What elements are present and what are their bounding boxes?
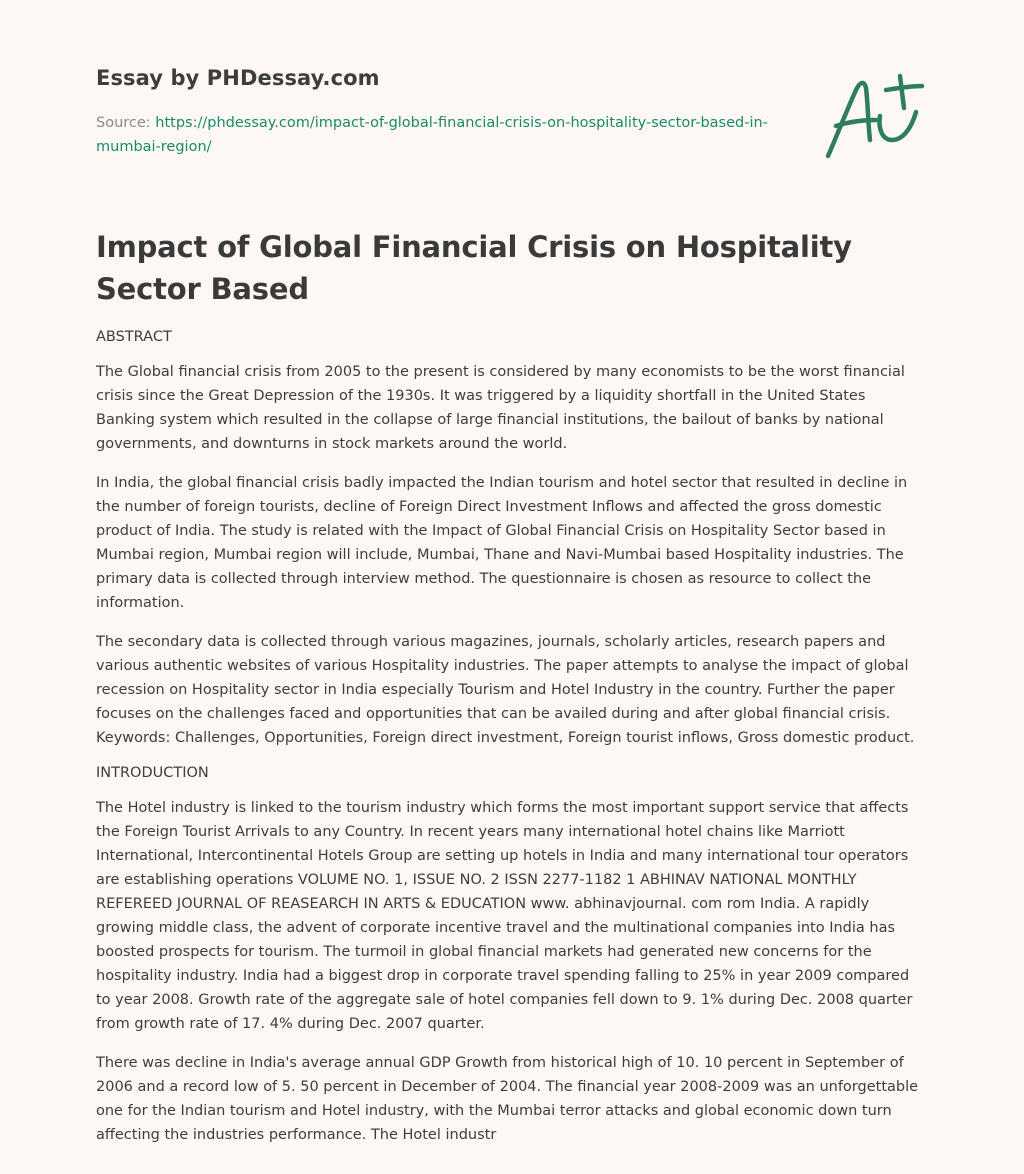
article-body [96,325,928,1162]
paragraph: The Hotel industry is linked to the tourism industry which forms the most important support service that affects the Foreign Tourist Arrivals to any Country. In recent years many international hotel chains like Marriott International, Intercontinental Hotels Group are setting up hotels in India and many international tour operators are establishing operations VOLUME NO. 1, ISSUE NO. 2 ISSN 2277-1182 1 ABHINAV NATIONAL MONTHLY REFEREED JOURNAL OF REASEARCH IN ARTS & EDUCATION www. abhinavjournal. com rom India. A rapidly growing middle class, the advent of corporate incentive travel and the multinational companies into India has boosted prospects for tourism. The turmoil in global financial markets had generated new concerns for the hospitality industry. India had a biggest drop in corporate travel spending falling to 25% in year 2009 compared to year 2008. Growth rate of the aggregate sale of hotel companies fell down to 9. 1% during Dec. 2008 quarter from growth rate of 17. 4% during Dec. 2007 quarter. [96,800,913,1032]
paragraph: There was decline in India's average annual GDP Growth from historical high of 10. 10 percent in September of 2006 and a record low of 5. 50 percent in December of 2004. The financial year 2008-2009 was an unforgettable one for the Indian tourism and Hotel industry, with the Mumbai terror attacks and global economic down turn affecting the industries performance. The Hotel industr [96,1055,919,1143]
source-link[interactable]: https://phdessay.com/impact-of-global-financial-crisis-on-hospitality-sector-based-in-mumbai-region/ [96,115,768,155]
paragraph: In India, the global financial crisis badly impacted the Indian tourism and hotel sector that resulted in decline in the number of foreign tourists, decline of Foreign Direct Investment Inflows and affected the gross domestic product of India. The study is related with the Impact of Global Financial Crisis on Hospitality Sector based in Mumbai region, Mumbai region will include, Mumbai, Thane and Navi-Mumbai based Hospitality industries. The primary data is collected through interview method. The questionnaire is chosen as resource to collect the information. [96,475,908,611]
article-title: Impact of Global Financial Crisis on Hospitality Sector Based [96,230,852,306]
abstract-heading: ABSTRACT [96,329,172,345]
a-plus-logo-icon [822,68,926,164]
source-label: Source: [96,115,151,131]
paragraph: The Global financial crisis from 2005 to the present is considered by many economists to be the worst financial crisis since the Great Depression of the 1930s. It was triggered by a liquidity shortfall in the United States Banking system which resulted in the collapse of large financial institutions, the bailout of banks by national governments, and downturns in stock markets around the world. [96,364,905,452]
source-line [96,111,776,159]
introduction-heading: INTRODUCTION [96,765,209,781]
paragraph: The secondary data is collected through various magazines, journals, scholarly articles, research papers and various authentic websites of various Hospitality industries. The paper attempts to analyse the impact of global recession on Hospitality sector in India especially Tourism and Hotel Industry in the country. Further the paper focuses on the challenges faced and opportunities that can be availed during and after global financial crisis. Keywords: Challenges, Opportunities, Foreign direct investment, Foreign tourist inflows, Gross domestic product. [96,634,915,746]
site-brand: Essay by PHDessay.com [96,66,380,90]
